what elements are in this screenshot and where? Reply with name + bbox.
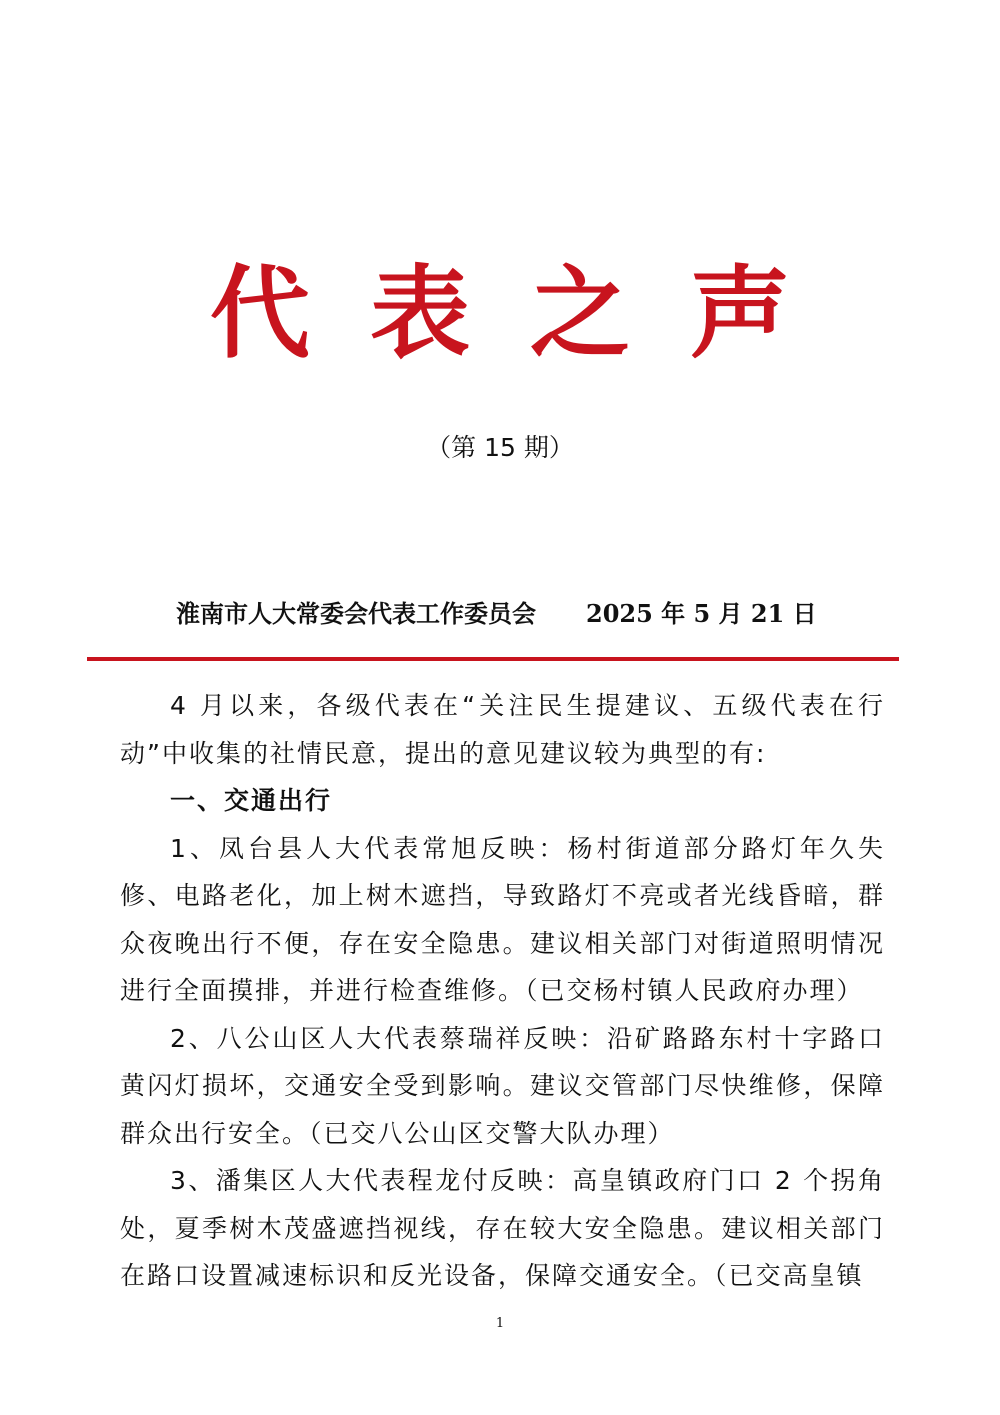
list-item: 2、八公山区人大代表蔡瑞祥反映：沿矿路路东村十字路口黄闪灯损坏，交通安全受到影响。建议交管部门尽快维修，保障群众出行安全。（已交八公山区交警大队办理） <box>120 1023 885 1148</box>
issue-date: 2025 年 5 月 21 日 <box>586 599 817 628</box>
issue-number: （第 15 期） <box>426 433 574 462</box>
intro-paragraph: 4 月以来，各级代表在“关注民生提建议、五级代表在行动”中收集的社情民意，提出的意见建议较为典型的有: <box>120 691 885 768</box>
issuer-name: 淮南市人大常委会代表工作委员会 <box>176 599 536 628</box>
section-heading: 一、交通出行 <box>170 786 333 815</box>
issuer-line <box>176 596 896 632</box>
masthead-title: 代表之声 <box>210 254 850 372</box>
page-number: 1 <box>495 1316 505 1331</box>
masthead-divider <box>87 657 899 661</box>
document-body <box>120 682 885 1300</box>
list-item: 3、潘集区人大代表程龙付反映：高皇镇政府门口 2 个拐角处，夏季树木茂盛遮挡视线，存在较大安全隐患。建议相关部门在路口设置减速标识和反光设备，保障交通安全。（已交高皇镇 <box>120 1166 885 1290</box>
list-item: 1、凤台县人大代表常旭反映：杨村街道部分路灯年久失修、电路老化，加上树木遮挡，导致路灯不亮或者光线昏暗，群众夜晚出行不便，存在安全隐患。建议相关部门对街道照明情况进行全面摸排，并进行检查维修。（已交杨村镇人民政府办理） <box>120 833 885 1005</box>
